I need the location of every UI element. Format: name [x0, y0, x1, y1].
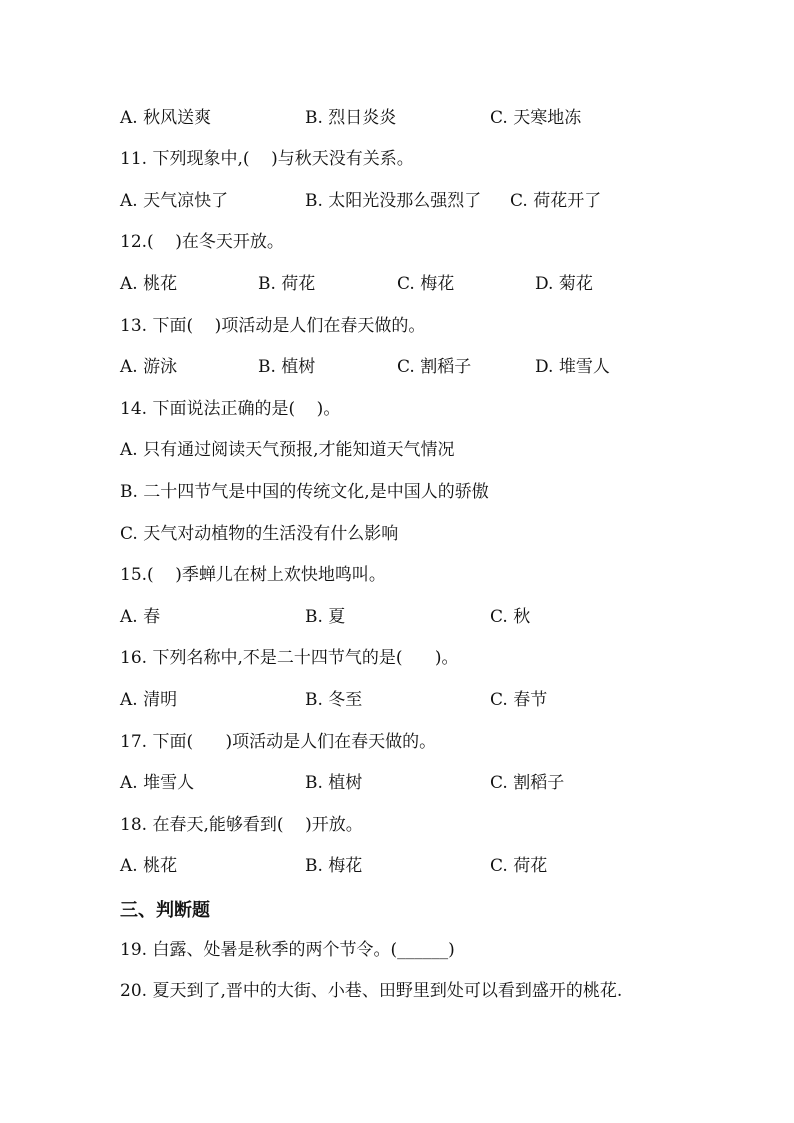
- q14-option-a: A. 只有通过阅读天气预报,才能知道天气情况: [120, 440, 455, 460]
- q14-option-c: C. 天气对动植物的生活没有什么影响: [120, 524, 399, 544]
- q15-question: 15.( )季蝉儿在树上欢快地鸣叫。: [120, 565, 386, 585]
- q16-question: 16. 下列名称中,不是二十四节气的是( )。: [120, 648, 459, 668]
- q18-option-b: B. 梅花: [305, 856, 363, 876]
- q16-option-a: A. 清明: [120, 690, 178, 710]
- q10-option-a: A. 秋风送爽: [120, 108, 212, 128]
- q13-option-b: B. 植树: [258, 357, 316, 377]
- q10-option-c: C. 天寒地冻: [490, 108, 582, 128]
- q18-option-a: A. 桃花: [120, 856, 178, 876]
- q11-option-c: C. 荷花开了: [510, 191, 602, 211]
- q18-question: 18. 在春天,能够看到( )开放。: [120, 815, 363, 835]
- q20-question: 20. 夏天到了,晋中的大街、小巷、田野里到处可以看到盛开的桃花.: [120, 981, 623, 1001]
- q12-option-d: D. 菊花: [535, 274, 593, 294]
- q17-option-b: B. 植树: [305, 773, 363, 793]
- q16-option-c: C. 春节: [490, 690, 548, 710]
- q15-option-b: B. 夏: [305, 607, 346, 627]
- q17-option-c: C. 割稻子: [490, 773, 565, 793]
- q15-option-c: C. 秋: [490, 607, 531, 627]
- q13-option-c: C. 割稻子: [397, 357, 472, 377]
- q12-question: 12.( )在冬天开放。: [120, 232, 284, 252]
- q10-option-b: B. 烈日炎炎: [305, 108, 397, 128]
- q13-question: 13. 下面( )项活动是人们在春天做的。: [120, 316, 426, 336]
- q12-option-b: B. 荷花: [258, 274, 316, 294]
- q11-question: 11. 下列现象中,( )与秋天没有关系。: [120, 149, 414, 169]
- q17-question: 17. 下面( )项活动是人们在春天做的。: [120, 732, 437, 752]
- q14-question: 14. 下面说法正确的是( )。: [120, 399, 341, 419]
- q12-option-a: A. 桃花: [120, 274, 178, 294]
- section-heading-true-false: 三、判断题: [120, 900, 210, 921]
- q11-option-b: B. 太阳光没那么强烈了: [305, 191, 482, 211]
- q17-option-a: A. 堆雪人: [120, 773, 195, 793]
- q12-option-c: C. 梅花: [397, 274, 455, 294]
- q11-option-a: A. 天气凉快了: [120, 191, 229, 211]
- q18-option-c: C. 荷花: [490, 856, 548, 876]
- q14-option-b: B. 二十四节气是中国的传统文化,是中国人的骄傲: [120, 482, 489, 502]
- q13-option-d: D. 堆雪人: [535, 357, 610, 377]
- q19-question: 19. 白露、处暑是秋季的两个节令。(______): [120, 940, 455, 960]
- q15-option-a: A. 春: [120, 607, 161, 627]
- q16-option-b: B. 冬至: [305, 690, 363, 710]
- q13-option-a: A. 游泳: [120, 357, 178, 377]
